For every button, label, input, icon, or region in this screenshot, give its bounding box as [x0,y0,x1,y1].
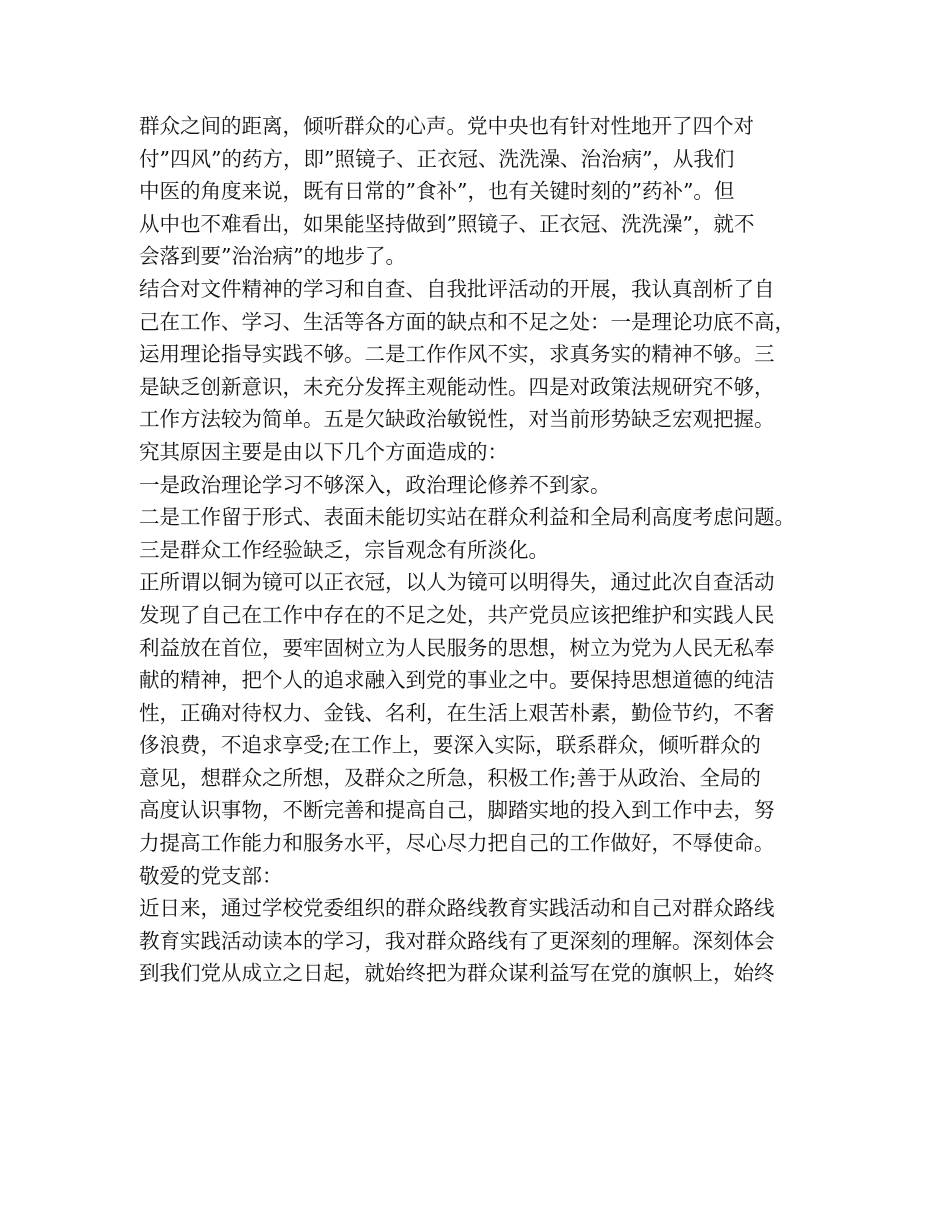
text-line: 二是工作留于形式、表面未能切实站在群众利益和全局利高度考虑问题。 [139,505,795,530]
text-line: 从中也不难看出，如果能坚持做到”照镜子、正衣冠、洗洗澡”，就不 [139,211,755,236]
text-line: 意见，想群众之所想，及群众之所急，积极工作;善于从政治、全局的 [139,765,761,790]
text-line: 性，正确对待权力、金钱、名利，在生活上艰苦朴素，勤俭节约，不奢 [139,700,775,725]
text-line: 会落到要”治治病”的地步了。 [139,244,406,269]
text-line: 结合对文件精神的学习和自查、自我批评活动的开展，我认真剖析了自 [139,276,775,301]
text-line: 己在工作、学习、生活等各方面的缺点和不足之处：一是理论功底不高， [139,309,795,334]
text-line: 是缺乏创新意识，未充分发挥主观能动性。四是对政策法规研究不够， [139,374,775,399]
text-line: 中医的角度来说，既有日常的”食补”，也有关键时刻的”药补”。但 [139,179,735,204]
text-line: 群众之间的距离，倾听群众的心声。党中央也有针对性地开了四个对 [139,114,754,138]
text-line: 运用理论指导实践不够。二是工作作风不实，求真务实的精神不够。三 [139,342,775,367]
text-line: 教育实践活动读本的学习，我对群众路线有了更深刻的理解。深刻体会 [139,928,775,953]
text-line: 到我们党从成立之日起，就始终把为群众谋利益写在党的旗帜上，始终 [139,961,775,986]
text-line: 付”四风”的药方，即”照镜子、正衣冠、洗洗澡、治治病”，从我们 [139,146,735,171]
text-line: 发现了自己在工作中存在的不足之处，共产党员应该把维护和实践人民 [139,602,775,627]
text-line: 工作方法较为简单。五是欠缺政治敏锐性，对当前形势缺乏宏观把握。 [139,407,775,432]
text-line: 近日来，通过学校党委组织的群众路线教育实践活动和自己对群众路线 [139,896,775,921]
text-line: 一是政治理论学习不够深入，政治理论修养不到家。 [139,472,611,497]
text-line: 三是群众工作经验缺乏，宗旨观念有所淡化。 [139,537,549,562]
text-line: 献的精神，把个人的追求融入到党的事业之中。要保持思想道德的纯洁 [139,668,775,693]
document-body [139,110,859,990]
text-line: 敬爱的党支部： [139,863,283,888]
text-line: 利益放在首位，要牢固树立为人民服务的思想，树立为党为人民无私奉 [139,635,775,660]
text-line: 力提高工作能力和服务水平，尽心尽力把自己的工作做好，不辱使命。 [139,831,775,856]
text-line: 究其原因主要是由以下几个方面造成的： [139,439,508,464]
text-line: 侈浪费，不追求享受;在工作上，要深入实际，联系群众，倾听群众的 [139,733,761,758]
text-line: 正所谓以铜为镜可以正衣冠，以人为镜可以明得失，通过此次自查活动 [139,570,775,595]
text-line: 高度认识事物，不断完善和提高自己，脚踏实地的投入到工作中去，努 [139,798,775,823]
